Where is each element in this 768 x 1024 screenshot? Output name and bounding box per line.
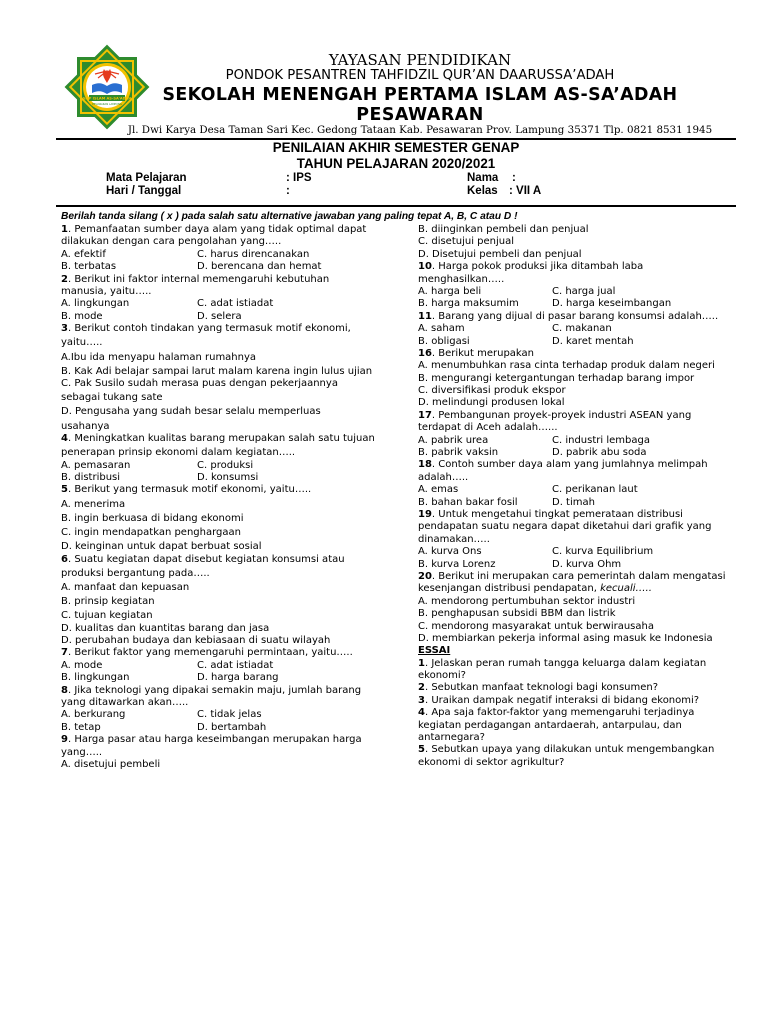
question-number: 18 — [418, 459, 432, 471]
question-line — [61, 224, 391, 236]
option-a: A. emas — [418, 484, 459, 496]
option-a: B. tetap — [61, 721, 101, 733]
text-line — [61, 421, 391, 433]
question-number: 2 — [418, 682, 425, 694]
line-text: . Sebutkan upaya yang dilakukan untuk mengembangkan — [424, 744, 715, 756]
question-line — [418, 459, 736, 471]
exam-title: PENILAIAN AKHIR SEMESTER GENAP — [272, 140, 520, 155]
option-row — [418, 559, 736, 571]
line-text: . Berikut contoh tindakan yang termasuk motif ekonomi, — [67, 323, 351, 335]
question-line — [418, 695, 736, 707]
option-b: D. pabrik abu soda — [552, 447, 647, 459]
exam-year: TAHUN PELAJARAN 2020/2021 — [296, 156, 496, 171]
meta-divider — [56, 205, 736, 207]
text-line — [61, 623, 391, 635]
option-b: D. karet mentah — [552, 335, 634, 347]
question-number: 1 — [418, 657, 425, 669]
option-a: B. obligasi — [418, 335, 470, 347]
question-number: 3 — [418, 694, 425, 706]
option-a: A. kurva Ons — [418, 546, 482, 558]
line-text: adalah….. — [418, 471, 469, 483]
line-text: C. Pak Susilo sudah merasa puas dengan pekerjaannya — [61, 378, 338, 390]
question-line — [61, 734, 391, 746]
text-line — [418, 360, 736, 372]
line-text: . Untuk mengetahui tingkat pemerataan distribusi — [431, 508, 683, 520]
line-text: A.Ibu ida menyapu halaman rumahnya — [61, 351, 257, 363]
line-text: penerapan prinsip ekonomi dalam kegiatan….. — [61, 447, 296, 459]
text-line — [61, 527, 391, 541]
text-line — [418, 249, 736, 261]
line-text: D. kualitas dan kuantitas barang dan jasa — [61, 622, 270, 634]
line-text: produksi bergantung pada….. — [61, 567, 210, 579]
option-row — [61, 672, 391, 684]
question-line — [61, 323, 391, 337]
line-text: D. Disetujui pembeli dan penjual — [418, 248, 582, 260]
question-line — [418, 682, 736, 694]
option-row — [418, 484, 736, 496]
option-b: C. perikanan laut — [552, 484, 638, 496]
day-value: : — [286, 185, 290, 197]
line-text: . Uraikan dampak negatif interaksi di bidang ekonomi? — [424, 694, 700, 706]
option-row — [418, 286, 736, 298]
line-text: D. melindungi produsen lokal — [418, 397, 565, 409]
line-text: dinamakan….. — [418, 533, 490, 545]
option-row — [418, 298, 736, 310]
line-text: D. membiarkan pekerja informal asing masuk ke Indonesia — [418, 632, 713, 644]
option-a: A. harga beli — [418, 285, 482, 297]
option-a: A. saham — [418, 323, 465, 335]
line-text: C. mendorong masyarakat untuk berwirausaha — [418, 620, 654, 632]
option-row — [418, 336, 736, 348]
option-b: C. produksi — [197, 459, 254, 471]
text-line — [418, 757, 736, 769]
line-text: sebagai tukang sate — [61, 392, 163, 404]
question-number: 16 — [418, 347, 432, 359]
text-line — [418, 583, 736, 595]
line-text: A. manfaat dan kepuasan — [61, 581, 190, 593]
option-b: C. industri lembaga — [552, 434, 650, 446]
option-a: A. pabrik urea — [418, 434, 489, 446]
option-b: C. harus direncanakan — [197, 248, 310, 260]
line-text: B. diinginkan pembeli dan penjual — [418, 224, 589, 235]
question-line — [61, 685, 391, 697]
option-a: B. distribusi — [61, 472, 121, 483]
option-row — [418, 323, 736, 335]
line-text: yaitu….. — [61, 337, 103, 349]
text-line — [418, 621, 736, 633]
option-a: B. lingkungan — [61, 672, 130, 684]
line-text: kegiatan perdagangan antardaerah, antarpulau, dan — [418, 719, 682, 731]
option-b: C. kurva Equilibrium — [552, 546, 654, 558]
option-row — [418, 435, 736, 447]
text-line — [61, 747, 391, 759]
question-number: 8 — [61, 684, 68, 696]
line-italic: kecuali….. — [600, 583, 652, 595]
line-text: menghasilkan….. — [418, 273, 505, 285]
question-number: 7 — [61, 647, 68, 659]
school-address: Jl. Dwi Karya Desa Taman Sari Kec. Gedong Tataan Kab. Pesawaran Prov. Lampung 35371 Tlp. 0821 8531 1945 — [127, 124, 713, 136]
text-line — [61, 568, 391, 582]
text-line — [61, 513, 391, 527]
line-text: . Berikut ini merupakan cara pemerintah dalam mengatasi — [431, 570, 726, 582]
option-row — [418, 497, 736, 509]
text-line — [418, 224, 736, 236]
line-text: C. diversifikasi produk ekspor — [418, 385, 566, 397]
text-line — [418, 534, 736, 546]
text-line — [418, 720, 736, 732]
name-label: Nama — [467, 172, 499, 184]
text-line — [61, 582, 391, 596]
text-line — [418, 373, 736, 385]
text-line — [61, 286, 391, 298]
line-text: yang….. — [61, 746, 103, 758]
line-text: B. Kak Adi belajar sampai larut malam karena ingin lulus ujian — [61, 365, 373, 377]
line-text: B. ingin berkuasa di bidang ekonomi — [61, 512, 244, 524]
option-a: B. pabrik vaksin — [418, 447, 499, 459]
questions-left-column — [61, 224, 391, 771]
line-text: . Berikut ini faktor internal memengaruhi kebutuhan — [67, 273, 330, 285]
option-a: A. berkurang — [61, 709, 126, 721]
question-number: 1 — [61, 224, 68, 235]
class-label: Kelas — [467, 185, 498, 197]
option-a: A. lingkungan — [61, 298, 130, 310]
option-b: C. adat istiadat — [197, 659, 274, 671]
question-number: 11 — [418, 310, 432, 322]
option-a: A. pemasaran — [61, 459, 131, 471]
text-line — [61, 610, 391, 622]
question-line — [418, 410, 736, 422]
option-a: B. harga maksumim — [418, 298, 519, 310]
question-number: 9 — [61, 734, 68, 746]
line-text: . Jelaskan peran rumah tangga keluarga dalam kegiatan — [424, 657, 707, 669]
text-line — [418, 596, 736, 608]
question-line — [61, 433, 391, 447]
line-text: C. ingin mendapatkan penghargaan — [61, 526, 241, 538]
text-line — [418, 521, 736, 533]
class-value: : VII A — [509, 185, 542, 197]
question-line — [418, 571, 736, 583]
question-number: 17 — [418, 409, 432, 421]
text-line — [418, 732, 736, 744]
text-line — [61, 541, 391, 553]
line-text: . Sebutkan manfaat teknologi bagi konsumen? — [424, 682, 659, 694]
question-number: 5 — [418, 744, 425, 756]
question-line — [61, 484, 391, 498]
question-line — [418, 348, 736, 360]
text-line — [61, 337, 391, 351]
name-value: : — [512, 172, 516, 184]
option-b: D. bertambah — [197, 721, 267, 733]
option-b: D. harga barang — [197, 672, 279, 684]
option-row — [61, 660, 391, 672]
line-text: . Berikut faktor yang memengaruhi permintaan, yaitu….. — [67, 647, 353, 659]
text-line — [61, 392, 391, 406]
subject-value: : IPS — [286, 172, 312, 184]
question-number: 20 — [418, 570, 432, 582]
option-row — [61, 249, 391, 261]
text-line — [61, 499, 391, 513]
essay-heading: ESSAI — [418, 645, 451, 657]
text-line — [61, 697, 391, 709]
text-line — [61, 378, 391, 392]
text-line — [418, 397, 736, 409]
questions-right-column — [418, 224, 736, 769]
option-b: D. konsumsi — [197, 472, 259, 483]
text-line — [418, 472, 736, 484]
line-text: C. tujuan kegiatan — [61, 610, 153, 622]
line-text: . Barang yang dijual di pasar barang konsumsi adalah….. — [431, 310, 719, 322]
line-text: B. penghapusan subsidi BBM dan listrik — [418, 608, 616, 620]
text-line — [61, 366, 391, 378]
question-number: 3 — [61, 323, 68, 335]
text-line — [61, 236, 391, 248]
option-a: B. terbatas — [61, 261, 117, 273]
text-line — [61, 352, 391, 366]
text-line — [418, 274, 736, 286]
line-text: . Harga pasar atau harga keseimbangan merupakan harga — [67, 734, 362, 746]
line-text: A. disetujui pembeli — [61, 758, 161, 770]
line-text: . Jika teknologi yang dipakai semakin maju, jumlah barang — [67, 684, 362, 696]
line-text: B. mengurangi ketergantungan terhadap barang impor — [418, 372, 695, 384]
option-b: D. berencana dan hemat — [197, 261, 322, 273]
pesantren-name: PONDOK PESANTREN TAHFIDZIL QUR’AN DAARUSSA’ADAH — [225, 68, 615, 83]
question-line — [418, 261, 736, 273]
option-row — [61, 261, 391, 273]
school-name: SEKOLAH MENENGAH PERTAMA ISLAM AS-SA’ADAH — [162, 85, 678, 105]
option-row — [61, 460, 391, 472]
option-row — [418, 447, 736, 459]
line-text: manusia, yaitu….. — [61, 285, 152, 297]
question-number: 6 — [61, 553, 68, 565]
option-b: C. makanan — [552, 323, 612, 335]
instructions: Berilah tanda silang ( x ) pada salah satu alternative jawaban yang paling tepat A, B, C atau D ! — [61, 211, 518, 222]
line-text: A. menerima — [61, 498, 126, 510]
line-text: . Contoh sumber daya alam yang jumlahnya melimpah — [431, 459, 708, 471]
option-row — [61, 709, 391, 721]
question-line — [61, 274, 391, 286]
question-number: 19 — [418, 508, 432, 520]
option-row — [61, 722, 391, 734]
line-text: . Berikut yang termasuk motif ekonomi, yaitu….. — [67, 484, 312, 496]
option-b: C. adat istiadat — [197, 298, 274, 310]
day-label: Hari / Tanggal — [106, 185, 182, 197]
line-text: D. keinginan untuk dapat berbuat sosial — [61, 541, 262, 553]
text-line — [61, 635, 391, 647]
option-a: A. mode — [61, 659, 103, 671]
question-line — [418, 311, 736, 323]
text-line — [418, 633, 736, 645]
subject-label: Mata Pelajaran — [106, 172, 187, 184]
line-text: usahanya — [61, 420, 110, 432]
line-text: ekonomi? — [418, 670, 466, 682]
text-line — [418, 236, 736, 248]
line-text: A. menumbuhkan rasa cinta terhadap produk dalam negeri — [418, 360, 715, 372]
line-text: B. prinsip kegiatan — [61, 596, 155, 608]
option-row — [61, 472, 391, 484]
option-b: D. kurva Ohm — [552, 558, 622, 570]
question-number: 2 — [61, 273, 68, 285]
foundation-name: YAYASAN PENDIDIKAN — [328, 51, 512, 69]
line-text: . Harga pokok produksi jika ditambah laba — [431, 261, 644, 273]
line-text: pendapatan suatu negara dapat diketahui dari grafik yang — [418, 521, 712, 533]
question-line — [418, 744, 736, 756]
option-b: C. harga jual — [552, 285, 616, 297]
school-location: PESAWARAN — [356, 105, 484, 125]
question-line — [418, 658, 736, 670]
option-a: A. efektif — [61, 248, 106, 260]
line-text: yang ditawarkan akan….. — [61, 697, 189, 709]
text-line — [61, 759, 391, 771]
line-text: . Apa saja faktor-faktor yang memengaruhi terjadinya — [424, 707, 695, 719]
text-line — [61, 447, 391, 459]
option-a: B. kurva Lorenz — [418, 558, 496, 570]
option-b: C. tidak jelas — [197, 709, 262, 721]
question-line — [61, 647, 391, 659]
text-line — [418, 422, 736, 434]
text-line — [418, 385, 736, 397]
question-number: 10 — [418, 261, 432, 273]
line-text: . Pembangunan proyek-proyek industri ASEAN yang — [431, 409, 692, 421]
question-number: 4 — [61, 433, 68, 445]
question-line — [418, 509, 736, 521]
question-line — [418, 707, 736, 719]
svg-text:PESAWARAN LAMPUNG: PESAWARAN LAMPUNG — [92, 103, 122, 106]
line-text: . Meningkatkan kualitas barang merupakan salah satu tujuan — [67, 433, 375, 445]
option-b: D. harga keseimbangan — [552, 298, 672, 310]
line-text: . Suatu kegiatan dapat disebut kegiatan konsumsi atau — [67, 553, 345, 565]
option-a: B. bahan bakar fosil — [418, 496, 518, 508]
text-line — [418, 608, 736, 620]
line-text: . Berikut merupakan — [431, 347, 535, 359]
option-b: D. timah — [552, 496, 595, 508]
option-row — [61, 298, 391, 310]
line-text: antarnegara? — [418, 732, 485, 744]
question-number: 4 — [418, 707, 425, 719]
line-text: terdapat di Aceh adalah…... — [418, 422, 558, 434]
option-b: D. selera — [197, 310, 242, 322]
option-row — [61, 311, 391, 323]
line-text: kesenjangan distribusi pendapatan, — [418, 583, 601, 595]
text-line — [61, 596, 391, 610]
question-line — [61, 554, 391, 568]
text-line — [418, 670, 736, 682]
question-number: 5 — [61, 484, 68, 496]
text-line — [61, 406, 391, 420]
option-row — [418, 546, 736, 558]
line-text: ekonomi di sektor agrikultur? — [418, 756, 565, 768]
line-text: C. disetujui penjual — [418, 236, 515, 248]
line-text: A. mendorong pertumbuhan sektor industri — [418, 595, 636, 607]
line-text: D. perubahan budaya dan kebiasaan di suatu wilayah — [61, 635, 331, 647]
line-text: dilakukan dengan cara pengolahan yang….. — [61, 236, 282, 248]
option-a: B. mode — [61, 310, 103, 322]
line-text: D. Pengusaha yang sudah besar selalu memperluas — [61, 406, 321, 418]
line-text: . Pemanfaatan sumber daya alam yang tidak optimal dapat — [67, 224, 367, 235]
svg-text:SMP ISLAM AS-SA'ADAH: SMP ISLAM AS-SA'ADAH — [82, 96, 132, 101]
